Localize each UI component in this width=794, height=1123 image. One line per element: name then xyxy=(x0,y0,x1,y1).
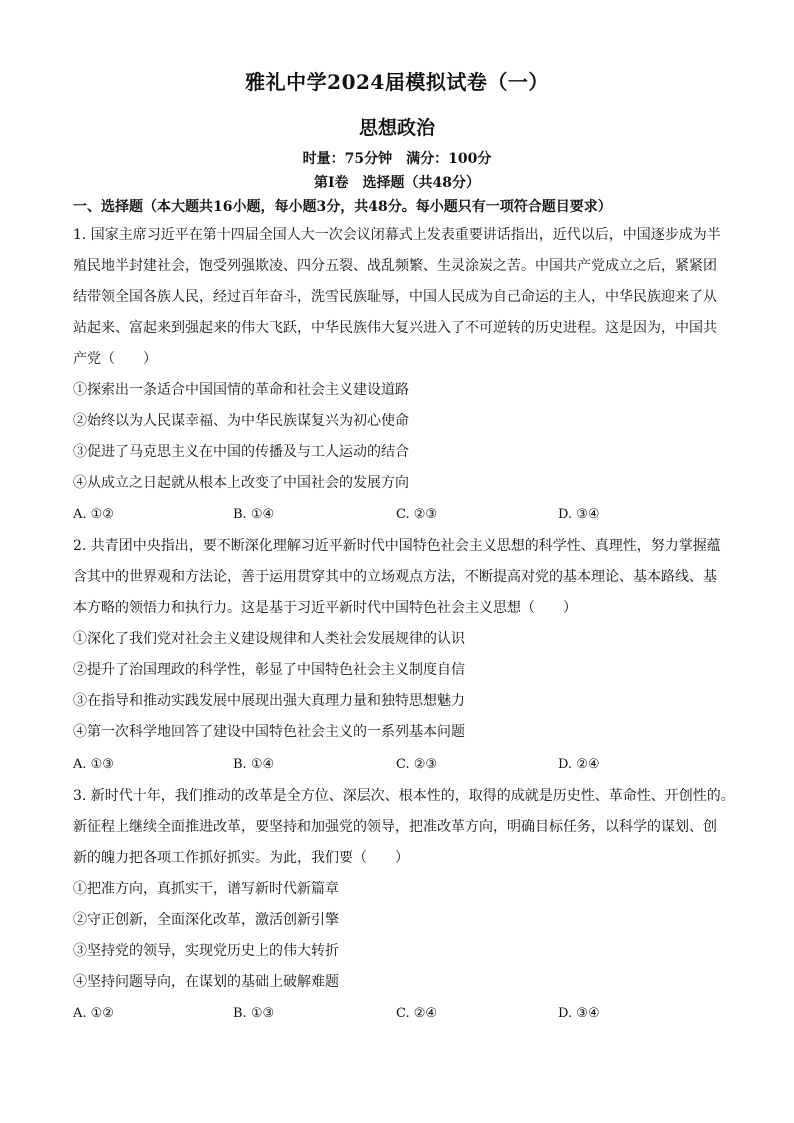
question-2-statement: ③在指导和推动实践发展中展现出强大真理力量和独特思想魅力 xyxy=(73,693,465,709)
question-2-statement: ①深化了我们党对社会主义建设规律和人类社会发展规律的认识 xyxy=(73,631,465,647)
option-b[interactable]: B. ①③ xyxy=(233,1006,275,1021)
option-b[interactable]: B. ①④ xyxy=(233,507,275,522)
question-1-statement: ②始终以为人民谋幸福、为中华民族谋复兴为初心使命 xyxy=(73,413,409,429)
exam-meta: 时量：75分钟 满分：100分 xyxy=(302,151,492,167)
question-3-statement: ③坚持党的领导，实现党历史上的伟大转折 xyxy=(73,943,339,959)
question-1-line: 1. 国家主席习近平在第十四届全国人大一次会议闭幕式上发表重要讲话指出，近代以后，中国逐步成为半 xyxy=(73,227,721,243)
question-1-line: 站起来、富起来到强起来的伟大飞跃，中华民族伟大复兴进入了不可逆转的历史进程。这是因为，中国共 xyxy=(73,320,717,336)
question-2-line: 本方略的领悟力和执行力。这是基于习近平新时代中国特色社会主义思想（ ） xyxy=(73,600,577,616)
question-1-line: 产党（ ） xyxy=(73,351,157,367)
volume-heading: 第Ⅰ卷 选择题（共48分） xyxy=(313,175,481,191)
question-3-statement: ②守正创新，全面深化改革，激活创新引擎 xyxy=(73,912,339,928)
option-a[interactable]: A. ①② xyxy=(73,507,114,522)
question-3-statement: ①把准方向，真抓实干，谱写新时代新篇章 xyxy=(73,881,339,897)
option-d[interactable]: D. ③④ xyxy=(558,507,600,522)
option-c[interactable]: C. ②④ xyxy=(396,1006,438,1021)
option-d[interactable]: D. ②④ xyxy=(558,757,600,772)
option-a[interactable]: A. ①③ xyxy=(73,757,114,772)
option-c[interactable]: C. ②③ xyxy=(396,757,438,772)
question-3-line: 新的魄力把各项工作抓好抓实。为此，我们要（ ） xyxy=(73,850,409,866)
question-1-statement: ③促进了马克思主义在中国的传播及与工人运动的结合 xyxy=(73,444,409,460)
question-1-line: 殖民地半封建社会，饱受列强欺凌、四分五裂、战乱频繁、生灵涂炭之苦。中国共产党成立之后，紧紧团 xyxy=(73,258,717,274)
question-3-line: 3. 新时代十年，我们推动的改革是全方位、深层次、根本性的，取得的成就是历史性、革命性、开创性的。 xyxy=(73,788,735,804)
question-1-statement: ①探索出一条适合中国国情的革命和社会主义建设道路 xyxy=(73,382,409,398)
subject-title: 思想政治 xyxy=(358,117,435,139)
question-1-line: 结带领全国各族人民，经过百年奋斗，洗雪民族耻辱，中国人民成为自己命运的主人，中华民族迎来了从 xyxy=(73,289,717,305)
option-b[interactable]: B. ①④ xyxy=(233,757,275,772)
question-2-statement: ②提升了治国理政的科学性，彰显了中国特色社会主义制度自信 xyxy=(73,662,465,678)
option-d[interactable]: D. ③④ xyxy=(558,1006,600,1021)
question-2-line: 含其中的世界观和方法论，善于运用贯穿其中的立场观点方法，不断提高对党的基本理论、基本路线、基 xyxy=(73,569,717,585)
section-heading: 一、选择题（本大题共16小题，每小题3分，共48分。每小题只有一项符合题目要求） xyxy=(73,199,612,215)
exam-title: 雅礼中学2024届模拟试卷（一） xyxy=(245,70,549,94)
question-3-statement: ④坚持问题导向，在谋划的基础上破解难题 xyxy=(73,974,339,990)
question-3-line: 新征程上继续全面推进改革，要坚持和加强党的领导，把准改革方向，明确目标任务，以科学的谋划、创 xyxy=(73,819,717,835)
option-a[interactable]: A. ①② xyxy=(73,1006,114,1021)
question-2-statement: ④第一次科学地回答了建设中国特色社会主义的一系列基本问题 xyxy=(73,724,465,740)
question-2-line: 2. 共青团中央指出，要不断深化理解习近平新时代中国特色社会主义思想的科学性、真理性，努力掌握蕴 xyxy=(73,538,721,554)
option-c[interactable]: C. ②③ xyxy=(396,507,438,522)
question-1-statement: ④从成立之日起就从根本上改变了中国社会的发展方向 xyxy=(73,475,409,491)
